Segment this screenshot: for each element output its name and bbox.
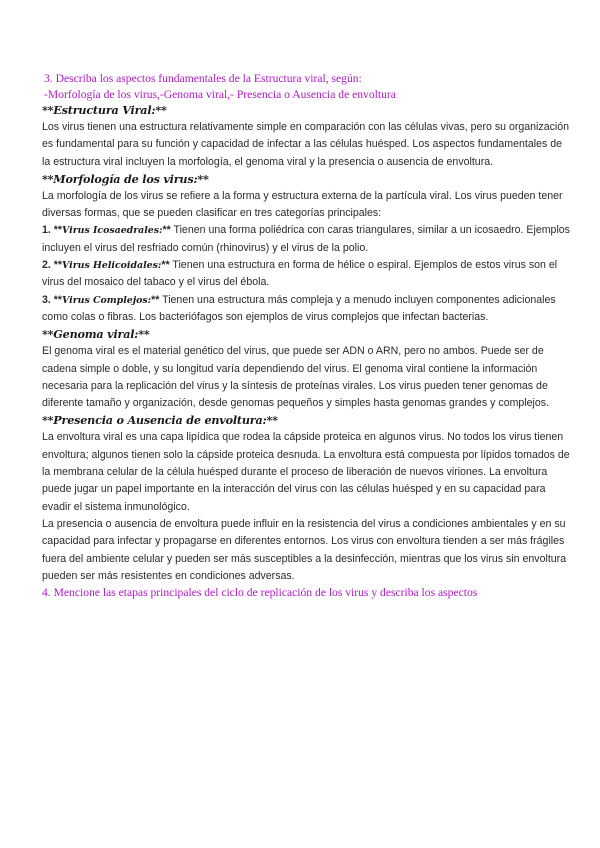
- question-3-subtopics: -Morfología de los virus,-Genoma viral,- Presencia o Ausencia de envoltura: [44, 87, 396, 101]
- list-item-label: Virus Icosaedrales:: [62, 225, 163, 237]
- document-page: [42, 71, 570, 601]
- list-item-number: 1. **: [42, 224, 63, 237]
- list-item-marker: **: [161, 259, 170, 272]
- heading-envoltura: **Presencia o Ausencia de envoltura:**: [42, 413, 278, 428]
- question-4: 4. Mencione las etapas principales del ciclo de replicación de los virus y describa los aspectos: [42, 586, 478, 600]
- paragraph-estructura-viral: Los virus tienen una estructura relativamente simple en comparación con las células vivas, pero su organización es fundamental para su función y capacidad de infectar a las células huésped. Los aspectos fundamentales de la estructura viral incluyen la morfología, el genoma viral y la presencia o ausencia de envoltura.: [42, 121, 570, 168]
- list-item-label: Virus Complejos:: [62, 294, 152, 306]
- paragraph-morfologia: La morfología de los virus se refiere a la forma y estructura externa de la partícula viral. Los virus pueden tener diversas formas, que se pueden clasificar en tres categorías principales:: [42, 189, 563, 220]
- list-item-text: Tienen una estructura más compleja y a menudo incluyen componentes adicionales como colas o fibras. Los bacteriófagos son ejemplos de virus complejos que infectan bacterias.: [42, 293, 556, 323]
- list-item-number: 3. **: [42, 293, 63, 306]
- list-item-marker: **: [162, 224, 171, 237]
- question-3: [44, 71, 570, 102]
- heading-genoma-viral: **Genoma viral:**: [42, 327, 150, 342]
- paragraph-envoltura-1: La envoltura viral es una capa lipídica que rodea la cápside proteica en algunos virus. No todos los virus tienen envoltura; algunos tienen solo la cápside proteica desnuda. La envoltura está compuesta por lípidos tomados de la membrana celular de la célula huésped durante el proceso de liberación de nuevos viriones. La envoltura puede jugar un papel importante en la interacción del virus con las células huésped y en su capacidad para evadir el sistema inmunológico.: [42, 431, 570, 513]
- paragraph-envoltura-2: La presencia o ausencia de envoltura puede influir en la resistencia del virus a condiciones ambientales y en su capacidad para infectar y propagarse en diferentes entornos. Los virus con envoltura tienden a ser más frágiles fuera del ambiente celular y pueden ser más susceptibles a la desinfección, mientras que los virus sin envoltura pueden ser más resistentes en condiciones adversas.: [42, 517, 567, 582]
- paragraph-genoma-viral: El genoma viral es el material genético del virus, que puede ser ADN o ARN, pero no ambos. Puede ser de cadena simple o doble, y su longitud varía dependiendo del virus. El genoma viral contiene la información necesaria para la replicación del virus y la síntesis de proteínas virales. Los virus pueden tener genomas de diferente tamaño y organización, desde genomas pequeños y simples hasta genomas grandes y complejos.: [42, 345, 550, 410]
- list-item-marker: **: [151, 293, 160, 306]
- list-item-label: Virus Helicoidales:: [62, 260, 162, 272]
- list-item-icosaedrales: [42, 222, 570, 257]
- heading-estructura-viral: **Estructura Viral:**: [42, 103, 167, 117]
- list-item-text: Tienen una estructura en forma de hélice o espiral. Ejemplos de estos virus son el virus del mosaico del tabaco y el virus del ébola.: [42, 259, 558, 289]
- heading-morfologia: **Morfología de los virus:**: [42, 171, 209, 186]
- list-item-text: Tienen una forma poliédrica con caras triangulares, similar a un icosaedro. Ejemplos incluyen el virus del resfriado común (rhinovirus) y el virus de la polio.: [42, 224, 570, 254]
- list-item-complejos: [42, 292, 570, 327]
- question-3-title: 3. Describa los aspectos fundamentales de la Estructura viral, según:: [44, 72, 362, 85]
- list-item-number: 2. **: [42, 259, 63, 272]
- list-item-helicoidales: [42, 257, 570, 292]
